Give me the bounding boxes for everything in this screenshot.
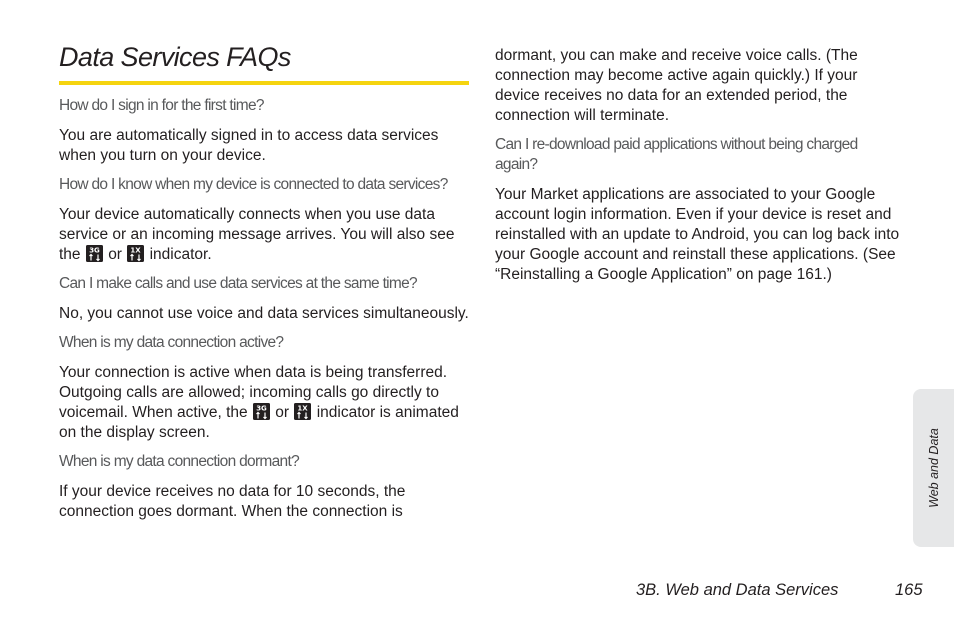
indicator-1x-label: 1X xyxy=(297,404,309,413)
chapter-side-tab xyxy=(913,389,954,547)
faq-answer-redownload-apps: Your Market applications are associated to your Google account login information. Even if your device is reset and reinstalled with an update to Android, you can log back into your Google account and reinstall these applications. (See “Reinstalling a Google Application” on page 161.) xyxy=(495,186,900,283)
faq-question-connection-active: When is my data connection active? xyxy=(59,334,284,351)
faq-question-calls-and-data: Can I make calls and use data services at the same time? xyxy=(59,275,417,292)
answer-text: or xyxy=(275,404,290,421)
left-column xyxy=(59,96,471,531)
right-column xyxy=(495,46,903,294)
answer-text: indicator is animated on the display screen. xyxy=(59,404,459,441)
title-underline-rule xyxy=(59,81,469,85)
chapter-side-tab-label: Web and Data xyxy=(926,428,941,508)
indicator-1x-label: 1X xyxy=(130,246,141,255)
indicator-3g-label: 3G xyxy=(89,246,100,255)
3g-data-indicator-icon xyxy=(86,245,103,262)
faq-answer-connection-dormant-continued: dormant, you can make and receive voice calls. (The connection may become active again quickly.) If your device receives no data for an extended period, the connection will terminate. xyxy=(495,47,858,124)
page-title: Data Services FAQs xyxy=(59,42,291,72)
answer-text: Your connection is active when data is being transferred. Outgoing calls are allowed; incoming calls go directly to voicemail. When active, the xyxy=(59,364,448,421)
answer-text: Your device automatically connects when you use data service or an incoming message arrives. You will also see the xyxy=(59,206,455,263)
3g-data-indicator-icon xyxy=(253,403,270,420)
answer-text: indicator. xyxy=(149,246,212,263)
footer-page-number: 165 xyxy=(895,581,923,599)
faq-question-redownload-apps: Can I re-download paid applications without being charged again? xyxy=(495,136,858,173)
indicator-3g-label: 3G xyxy=(256,404,267,413)
faq-question-sign-in: How do I sign in for the first time? xyxy=(59,97,264,114)
faq-answer-calls-and-data: No, you cannot use voice and data services simultaneously. xyxy=(59,305,469,322)
faq-answer-connection-active xyxy=(59,363,471,443)
faq-answer-sign-in: You are automatically signed in to access data services when you turn on your device. xyxy=(59,127,439,164)
1x-data-indicator-icon xyxy=(127,245,144,262)
faq-question-connection-dormant: When is my data connection dormant? xyxy=(59,453,299,470)
faq-answer-connection-dormant: If your device receives no data for 10 seconds, the connection goes dormant. When the connection is xyxy=(59,483,406,520)
faq-question-connected: How do I know when my device is connected to data services? xyxy=(59,176,448,193)
answer-text: or xyxy=(108,246,122,263)
footer-section-title: 3B. Web and Data Services xyxy=(636,581,839,599)
faq-answer-connected xyxy=(59,205,471,265)
1x-data-indicator-icon xyxy=(294,403,311,420)
